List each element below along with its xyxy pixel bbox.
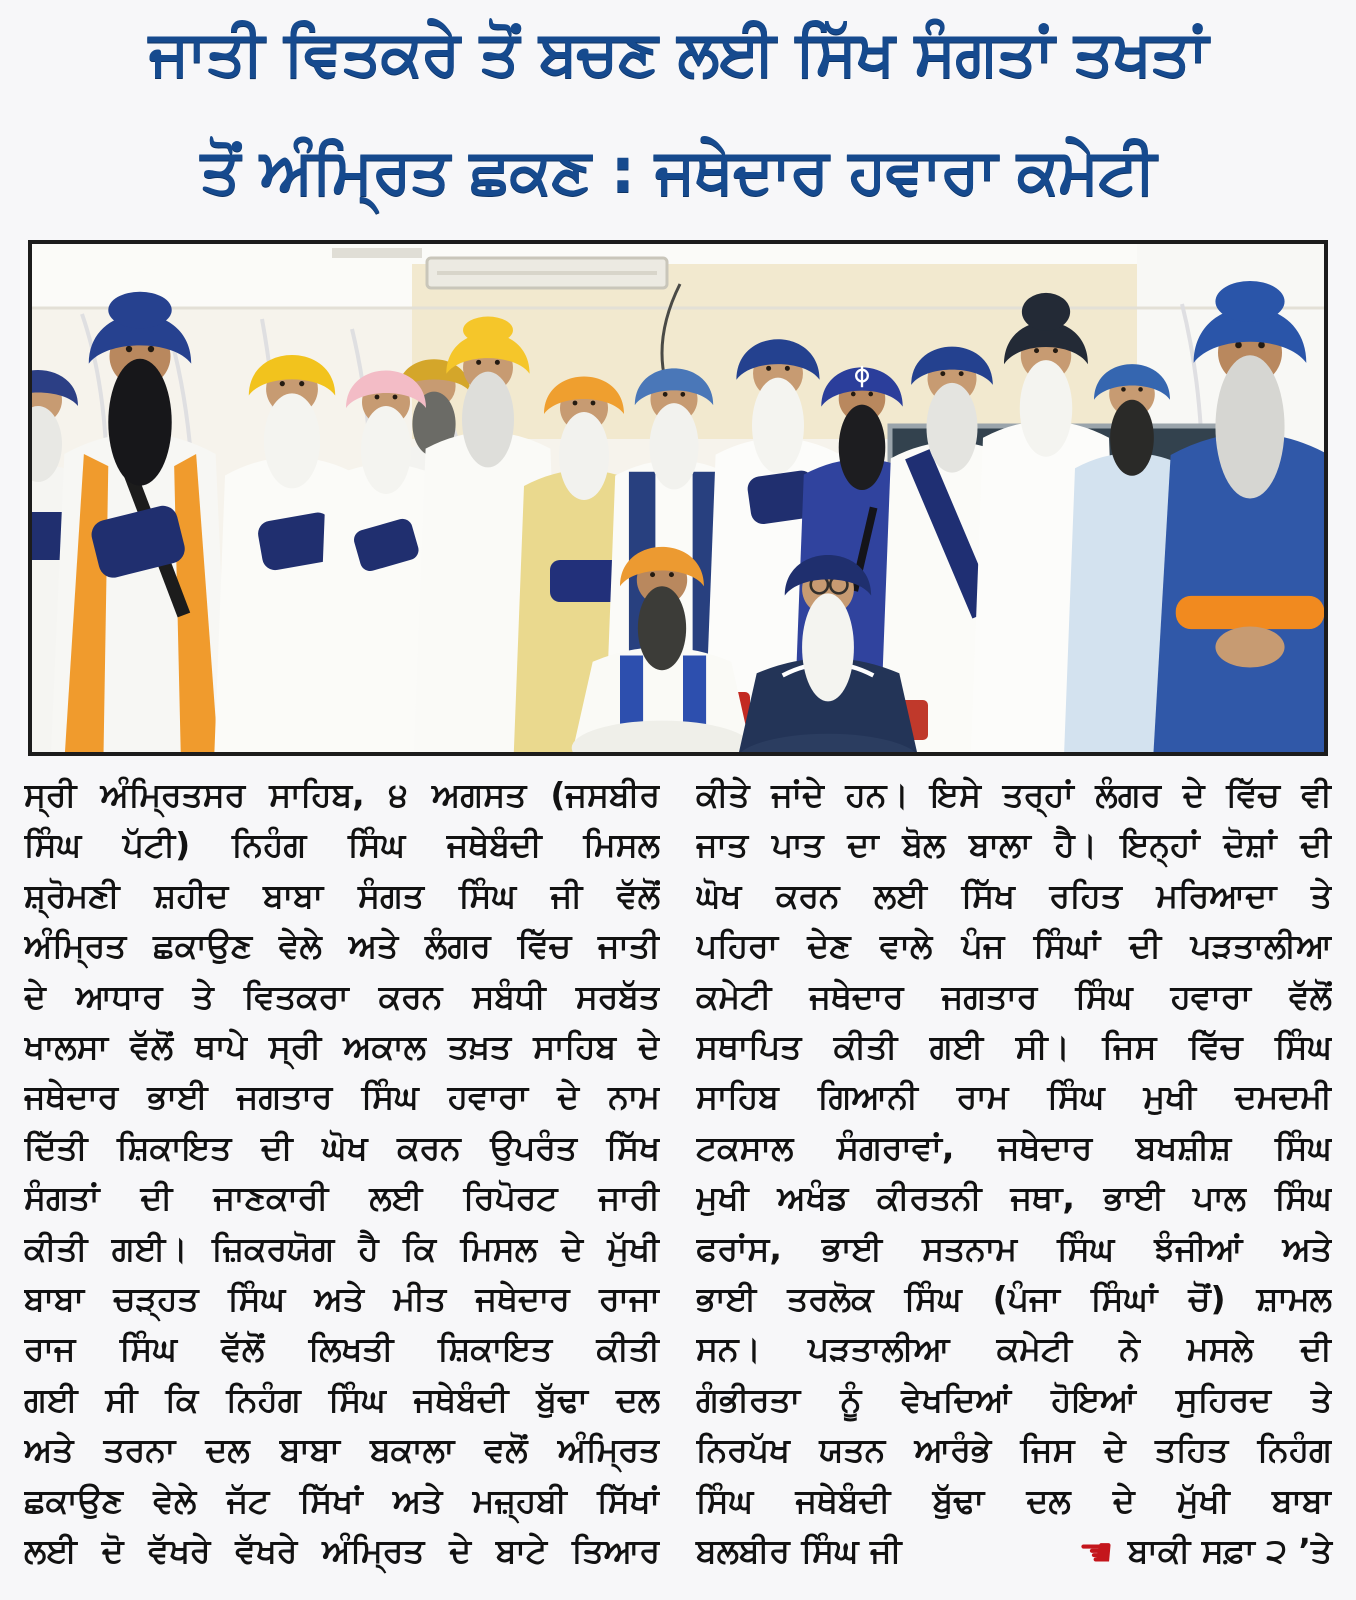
article-text-line: ਅੰਮ੍ਰਿਤ ਛਕਾਉਣ ਵੇਲੇ ਅਤੇ ਲੰਗਰ ਵਿੱਚ ਜਾਤੀ (24, 926, 660, 966)
headline (0, 0, 1356, 230)
article-text-line: ਸਿੰਘ ਪੱਟੀ) ਨਿਹੰਗ ਸਿੰਘ ਜਥੇਬੰਦੀ ਮਿਸਲ (24, 825, 660, 865)
continuation-notice (1078, 1526, 1332, 1576)
article-photo (28, 240, 1328, 756)
article-text-line: ਕੀਤੀ ਗਈ। ਜ਼ਿਕਰਯੋਗ ਹੈ ਕਿ ਮਿਸਲ ਦੇ ਮੁੱਖੀ (24, 1228, 660, 1268)
article-column-right-lines (696, 770, 1332, 1526)
continuation-label: ਬਾਕੀ ਸਫ਼ਾ ੨ ’ਤੇ (1127, 1531, 1332, 1571)
headline-line-1: ਜਾਤੀ ਵਿਤਕਰੇ ਤੋਂ ਬਚਣ ਲਈ ਸਿੱਖ ਸੰਗਤਾਂ ਤਖਤਾਂ (148, 16, 1208, 89)
article-column-right (696, 770, 1332, 1577)
article-text-line: ਸਥਾਪਿਤ ਕੀਤੀ ਗਈ ਸੀ। ਜਿਸ ਵਿੱਚ ਸਿੰਘ (696, 1027, 1332, 1067)
article-column-left (24, 770, 660, 1577)
article-text-line: ਸਿੰਘ ਜਥੇਬੰਦੀ ਬੁੱਢਾ ਦਲ ਦੇ ਮੁੱਖੀ ਬਾਬਾ (696, 1480, 1332, 1520)
article-text-line: ਛਕਾਉਣ ਵੇਲੇ ਜੱਟ ਸਿੱਖਾਂ ਅਤੇ ਮਜ਼੍ਹਬੀ ਸਿੱਖਾਂ (24, 1480, 660, 1520)
article-text-line: ਖਾਲਸਾ ਵੱਲੋਂ ਥਾਪੇ ਸ੍ਰੀ ਅਕਾਲ ਤਖ਼ਤ ਸਾਹਿਬ ਦੇ (24, 1027, 660, 1067)
article-text-line: ਸੰਗਤਾਂ ਦੀ ਜਾਣਕਾਰੀ ਲਈ ਰਿਪੋਰਟ ਜਾਰੀ (24, 1178, 660, 1218)
article-last-line (696, 1526, 1332, 1576)
article-text-line: ਦੇ ਆਧਾਰ ਤੇ ਵਿਤਕਰਾ ਕਰਨ ਸਬੰਧੀ ਸਰਬੱਤ (24, 976, 660, 1016)
article-text-line: ਜਥੇਦਾਰ ਭਾਈ ਜਗਤਾਰ ਸਿੰਘ ਹਵਾਰਾ ਦੇ ਨਾਮ (24, 1077, 660, 1117)
article-text-line: ਰਾਜ ਸਿੰਘ ਵੱਲੋਂ ਲਿਖਤੀ ਸ਼ਿਕਾਇਤ ਕੀਤੀ (24, 1329, 660, 1369)
article-text-line: ਪਹਿਰਾ ਦੇਣ ਵਾਲੇ ਪੰਜ ਸਿੰਘਾਂ ਦੀ ਪੜਤਾਲੀਆ (696, 926, 1332, 966)
article-text-line: ਬਾਬਾ ਚੜ੍ਹਤ ਸਿੰਘ ਅਤੇ ਮੀਤ ਜਥੇਦਾਰ ਰਾਜਾ (24, 1279, 660, 1319)
article-text-line: ਸਾਹਿਬ ਗਿਆਨੀ ਰਾਮ ਸਿੰਘ ਮੁਖੀ ਦਮਦਮੀ (696, 1077, 1332, 1117)
article-text-line: ਅਤੇ ਤਰਨਾ ਦਲ ਬਾਬਾ ਬਕਾਲਾ ਵਲੋਂ ਅੰਮ੍ਰਿਤ (24, 1430, 660, 1470)
article-text-line: ਨਿਰਪੱਖ ਯਤਨ ਆਰੰਭੇ ਜਿਸ ਦੇ ਤਹਿਤ ਨਿਹੰਗ (696, 1430, 1332, 1470)
group-photo-illustration (32, 244, 1324, 752)
headline-line-2: ਤੋਂ ਅੰਮ੍ਰਿਤ ਛਕਣ : ਜਥੇਦਾਰ ਹਵਾਰਾ ਕਮੇਟੀ (200, 134, 1156, 207)
article-text-line: ਫਰਾਂਸ, ਭਾਈ ਸਤਨਾਮ ਸਿੰਘ ਝੰਜੀਆਂ ਅਤੇ (696, 1228, 1332, 1268)
article-text-line: ਕਮੇਟੀ ਜਥੇਦਾਰ ਜਗਤਾਰ ਸਿੰਘ ਹਵਾਰਾ ਵੱਲੋਂ (696, 976, 1332, 1016)
article-body (0, 756, 1356, 1577)
article-last-line-text: ਬਲਬੀਰ ਸਿੰਘ ਜੀ (696, 1531, 902, 1571)
article-text-line: ਕੀਤੇ ਜਾਂਦੇ ਹਨ। ਇਸੇ ਤਰ੍ਹਾਂ ਲੰਗਰ ਦੇ ਵਿੱਚ ਵੀ (696, 775, 1332, 814)
article-text-line: ਸ੍ਰੀ ਅੰਮ੍ਰਿਤਸਰ ਸਾਹਿਬ, ੪ ਅਗਸਤ (ਜਸਬੀਰ (24, 775, 660, 814)
article-text-line: ਗਈ ਸੀ ਕਿ ਨਿਹੰਗ ਸਿੰਘ ਜਥੇਬੰਦੀ ਬੁੱਢਾ ਦਲ (24, 1379, 660, 1419)
article-text-line: ਘੋਖ ਕਰਨ ਲਈ ਸਿੱਖ ਰਹਿਤ ਮਰਿਆਦਾ ਤੇ (696, 875, 1332, 915)
article-text-line: ਸ਼੍ਰੋਮਣੀ ਸ਼ਹੀਦ ਬਾਬਾ ਸੰਗਤ ਸਿੰਘ ਜੀ ਵੱਲੋਂ (24, 875, 660, 915)
article-text-line: ਮੁਖੀ ਅਖੰਡ ਕੀਰਤਨੀ ਜਥਾ, ਭਾਈ ਪਾਲ ਸਿੰਘ (696, 1178, 1332, 1218)
article-text-line: ਜਾਤ ਪਾਤ ਦਾ ਬੋਲ ਬਾਲਾ ਹੈ। ਇਨ੍ਹਾਂ ਦੋਸ਼ਾਂ ਦੀ (696, 825, 1332, 865)
article-text-line: ਲਈ ਦੋ ਵੱਖਰੇ ਵੱਖਰੇ ਅੰਮ੍ਰਿਤ ਦੇ ਬਾਟੇ ਤਿਆਰ (24, 1531, 660, 1571)
article-text-line: ਸਨ। ਪੜਤਾਲੀਆ ਕਮੇਟੀ ਨੇ ਮਸਲੇ ਦੀ (696, 1329, 1332, 1369)
left-pointing-hand-icon: ☚ (1077, 1530, 1114, 1577)
article-text-line: ਭਾਈ ਤਰਲੋਕ ਸਿੰਘ (ਪੰਜਾ ਸਿੰਘਾਂ ਚੋਂ) ਸ਼ਾਮਲ (696, 1279, 1332, 1319)
article-text-line: ਟਕਸਾਲ ਸੰਗਰਾਵਾਂ, ਜਥੇਦਾਰ ਬਖਸ਼ੀਸ਼ ਸਿੰਘ (696, 1127, 1332, 1167)
article-text-line: ਗੰਭੀਰਤਾ ਨੂੰ ਵੇਖਦਿਆਂ ਹੋਇਆਂ ਸੁਹਿਰਦ ਤੇ (696, 1379, 1332, 1419)
article-text-line: ਦਿੱਤੀ ਸ਼ਿਕਾਇਤ ਦੀ ਘੋਖ ਕਰਨ ਉਪਰੰਤ ਸਿੱਖ (24, 1127, 660, 1167)
